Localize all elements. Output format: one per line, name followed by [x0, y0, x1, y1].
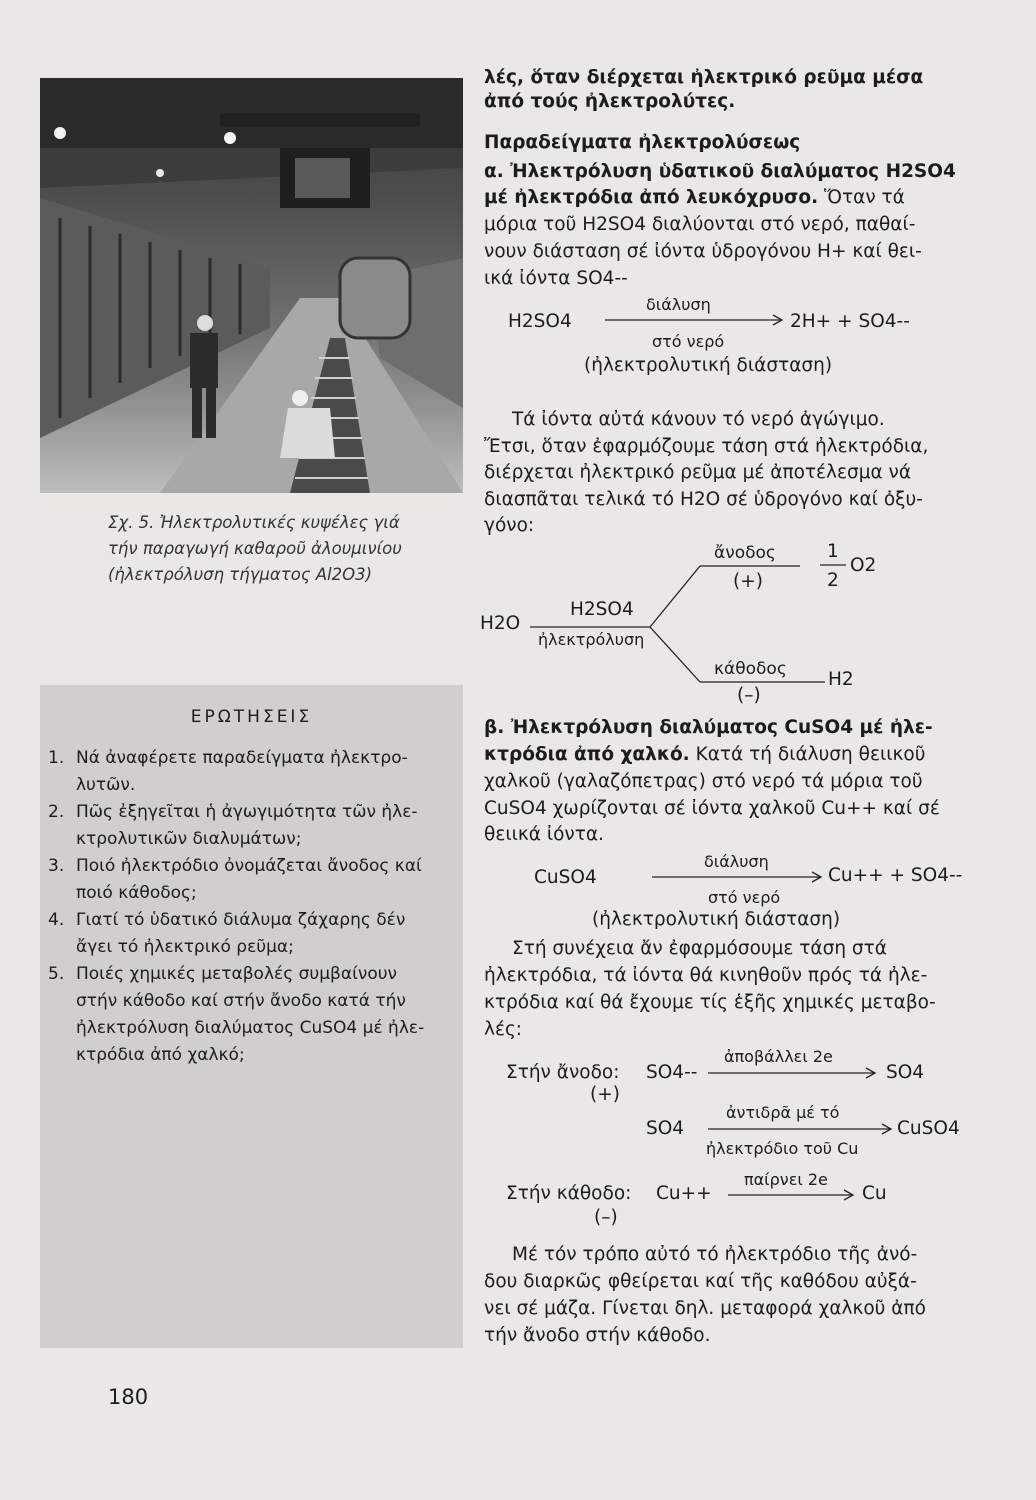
eq4-arrow	[708, 1067, 878, 1079]
questions-list	[48, 745, 458, 1069]
section-a-title-2-line	[484, 186, 905, 210]
eq6-sign: (–)	[594, 1207, 618, 1228]
eq5-arrow	[708, 1123, 894, 1135]
electrolytic-cells-photo	[40, 78, 463, 493]
paragraph-2-line: Τά ἰόντα αὐτά κάνουν τό νερό ἀγώγιμο.	[512, 409, 885, 430]
questions-title: ΕΡΩΤΗΣΕΙΣ	[190, 707, 313, 727]
section-a-title-1: α. Ἠλεκτρόλυση ὑδατικοῦ διαλύματος H2SO4	[484, 161, 956, 182]
eq2-frac-num: 1	[827, 541, 839, 562]
eq1-bottom: στό νερό	[652, 332, 725, 351]
eq3-top: διάλυση	[704, 852, 769, 871]
question-number: 5.	[48, 964, 65, 984]
eq3-arrow	[652, 871, 824, 883]
eq1-left: H2SO4	[508, 311, 572, 332]
eq5-product: CuSO4	[897, 1118, 960, 1139]
eq2-cathode-sign: (–)	[737, 685, 761, 706]
section-a-text-2: μόρια τοῦ H2SO4 διαλύονται στό νερό, παθαί-	[484, 214, 916, 235]
intro-text	[484, 66, 976, 114]
section-b-line: θειικά ἰόντα.	[484, 824, 604, 845]
caption-line: Σχ. 5. Ἠλεκτρολυτικές κυψέλες γιά	[108, 513, 400, 532]
eq4-sign: (+)	[590, 1084, 620, 1105]
eq6-product: Cu	[862, 1183, 887, 1204]
intro-line: λές, ὅταν διέρχεται ἠλεκτρικό ρεῦμα μέσα	[484, 67, 924, 88]
question-line: Νά ἀναφέρετε παραδείγματα ἠλεκτρο-	[76, 748, 408, 768]
eq6-label: Στήν κάθοδο:	[506, 1183, 632, 1204]
final-line: τήν ἄνοδο στήν κάθοδο.	[484, 1325, 711, 1346]
section-a-title-2: μέ ἠλεκτρόδια ἀπό λευκόχρυσο.	[484, 187, 819, 208]
section-b-title-2-line	[484, 743, 925, 767]
eq2-cathode-label: κάθοδος	[714, 659, 787, 679]
final-paragraph	[484, 1241, 976, 1349]
section-b-text-1: Κατά τή διάλυση θειικοῦ	[695, 744, 926, 765]
final-line: Μέ τόν τρόπο αὐτό τό ἠλεκτρόδιο τῆς ἀνό-	[512, 1244, 918, 1265]
question-number: 4.	[48, 910, 65, 930]
paragraph-2-line: γόνο:	[484, 515, 535, 536]
question-line: ἄγει τό ἠλεκτρικό ρεῦμα;	[76, 937, 294, 957]
paragraph-3-line: κτρόδια καί θά ἔχουμε τίς ἑξῆς χημικές μεταβο-	[484, 992, 936, 1013]
section-a-text-1: Ὅταν τά	[824, 187, 905, 208]
eq1-note: (ἠλεκτρολυτική διάσταση)	[584, 355, 833, 376]
final-line: δου διαρκῶς φθείρεται καί τῆς καθόδου αὐξά-	[484, 1271, 917, 1292]
question-line: ποιό κάθοδος;	[76, 883, 197, 903]
section-b-line: χαλκοῦ (γαλαζόπετρας) στό νερό τά μόρια τοῦ	[484, 771, 923, 792]
eq1-arrow	[605, 314, 785, 326]
eq4-reactant: SO4--	[646, 1062, 698, 1083]
paragraph-2	[484, 407, 976, 540]
eq4-top: ἀποβάλλει 2e	[724, 1047, 833, 1066]
question-number: 1.	[48, 748, 65, 768]
eq2-anode-product: O2	[850, 555, 877, 576]
eq2-under: ἠλεκτρόλυση	[538, 630, 645, 649]
eq2-over: H2SO4	[570, 599, 634, 620]
eq2-cathode-product: H2	[828, 669, 854, 690]
paragraph-3	[484, 935, 976, 1043]
section-heading: Παραδείγματα ἠλεκτρολύσεως	[484, 132, 801, 153]
intro-line: ἀπό τούς ἠλεκτρολύτες.	[484, 91, 736, 112]
question-number: 3.	[48, 856, 65, 876]
question-line: Ποιές χημικές μεταβολές συμβαίνουν	[76, 964, 398, 984]
paragraph-3-line: ἠλεκτρόδια, τά ἰόντα θά κινηθοῦν πρός τά ἠλε-	[484, 965, 928, 986]
eq3-bottom: στό νερό	[708, 888, 781, 907]
question-line: ἠλεκτρόλυση διαλύματος CuSO4 μέ ἠλε-	[76, 1018, 425, 1038]
eq2-anode-sign: (+)	[733, 571, 763, 592]
question-item	[48, 853, 458, 907]
eq3-left: CuSO4	[534, 867, 597, 888]
final-line: νει σέ μάζα. Γίνεται δηλ. μεταφορά χαλκοῦ ἀπό	[484, 1298, 926, 1319]
question-item	[48, 745, 458, 799]
question-item	[48, 799, 458, 853]
paragraph-3-line: Στή συνέχεια ἄν ἐφαρμόσουμε τάση στά	[512, 938, 887, 959]
eq2-anode-label: ἄνοδος	[714, 543, 776, 563]
section-b-text	[484, 769, 976, 849]
factory-hall-illustration	[40, 78, 463, 493]
question-line: Γιατί τό ὑδατικό διάλυμα ζάχαρης δέν	[76, 910, 406, 930]
eq1-top: διάλυση	[646, 295, 711, 314]
eq5-bottom: ἠλεκτρόδιο τοῦ Cu	[706, 1139, 859, 1158]
question-line: λυτῶν.	[76, 775, 136, 795]
question-line: Πῶς ἐξηγεῖται ἡ ἀγωγιμότητα τῶν ἠλε-	[76, 802, 418, 822]
question-line: στήν κάθοδο καί στήν ἄνοδο κατά τήν	[76, 991, 406, 1011]
eq2-frac-den: 2	[827, 570, 839, 591]
eq4-label: Στήν ἄνοδο:	[506, 1062, 620, 1083]
caption-line: τήν παραγωγή καθαροῦ ἀλουμινίου	[108, 539, 402, 558]
section-a-text-3: νουν διάσταση σέ ἰόντα ὑδρογόνου H+ καί θει-	[484, 241, 922, 262]
paragraph-2-line: διασπᾶται τελικά τό H2O σέ ὑδρογόνο καί ὀξυ-	[484, 488, 923, 510]
eq6-top: παίρνει 2e	[744, 1170, 828, 1189]
eq2-reactant: H2O	[480, 613, 521, 634]
caption-line: (ἠλεκτρόλυση τήγματος Al2O3)	[108, 565, 373, 584]
questions-box	[40, 685, 463, 1348]
eq3-right: Cu++ + SO4--	[828, 865, 963, 886]
eq5-top: ἀντιδρᾶ μέ τό	[726, 1103, 840, 1122]
section-b-title-1: β. Ἠλεκτρόλυση διαλύματος CuSO4 μέ ἠλε-	[484, 717, 933, 738]
question-line: Ποιό ἠλεκτρόδιο ὀνομάζεται ἄνοδος καί	[76, 856, 422, 876]
section-b-line: CuSO4 χωρίζονται σέ ἰόντα χαλκοῦ Cu++ καί σέ	[484, 797, 940, 819]
section-a-text-4: ικά ἰόντα SO4--	[484, 268, 628, 289]
section-b-title-2: κτρόδια ἀπό χαλκό.	[484, 744, 690, 765]
question-item	[48, 907, 458, 961]
question-number: 2.	[48, 802, 65, 822]
question-item	[48, 961, 458, 1069]
paragraph-3-line: λές:	[484, 1019, 523, 1040]
eq4-product: SO4	[886, 1062, 925, 1083]
paragraph-2-line: Ἔτσι, ὅταν ἐφαρμόζουμε τάση στά ἠλεκτρόδια,	[484, 435, 929, 457]
eq3-note: (ἠλεκτρολυτική διάσταση)	[592, 909, 841, 930]
eq6-reactant: Cu++	[656, 1183, 712, 1204]
question-line: κτρόδια ἀπό χαλκό;	[76, 1045, 245, 1065]
question-line: κτρολυτικῶν διαλυμάτων;	[76, 829, 302, 849]
figure-caption	[108, 510, 458, 588]
page-number: 180	[108, 1385, 149, 1409]
paragraph-2-line: διέρχεται ἠλεκτρικό ρεῦμα μέ ἀποτέλεσμα νά	[484, 462, 912, 483]
eq1-right: 2H+ + SO4--	[790, 311, 910, 332]
eq5-reactant: SO4	[646, 1118, 685, 1139]
eq6-arrow	[728, 1189, 856, 1201]
